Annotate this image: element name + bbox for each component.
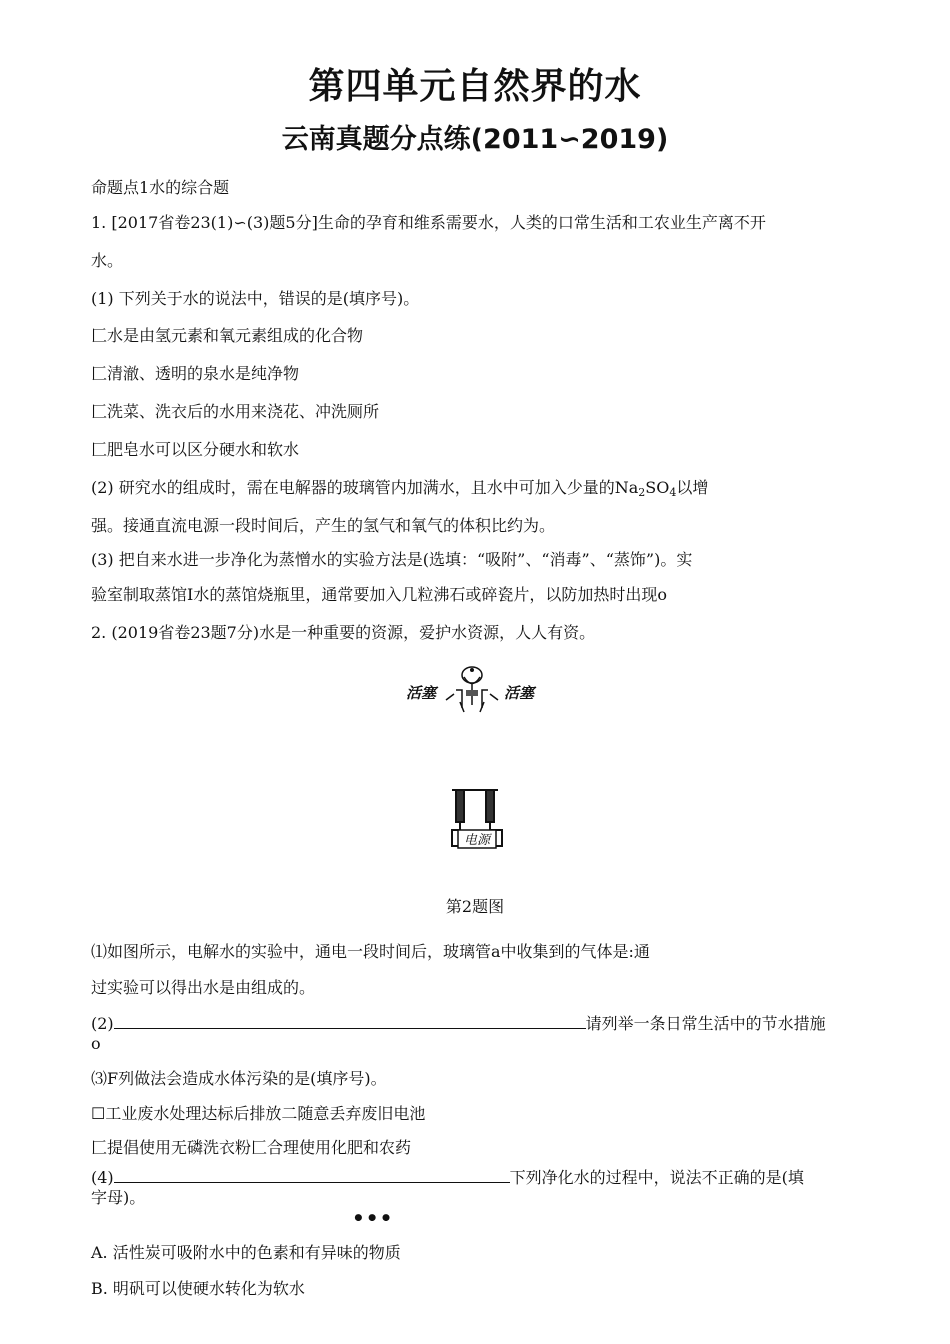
answer-blank-4 [114, 1166, 510, 1183]
q1-part1: (1) 下列关于水的说法中，错误的是(填序号)。 [91, 289, 420, 308]
q1-part2-line2: 强。接通直流电源一段时间后，产生的氢气和氧气的体积比约为。 [91, 516, 556, 535]
emphasis-dots: ••• [352, 1206, 394, 1230]
stopcock-block [466, 690, 478, 696]
q2-part1-line1: ⑴如图所示，电解水的实验中，通电一段时间后，玻璃管a中收集到的气体是:通 [91, 942, 650, 961]
q1-option-a: 匚水是由氢元素和氧元素组成的化合物 [91, 326, 364, 345]
q1-option-c: 匚洗菜、洗衣后的水用来浇花、冲洗厕所 [91, 402, 380, 421]
section-heading: 命题点1水的综合题 [91, 178, 230, 197]
q2-part4-text: 下列净化水的过程中，说法不正确的是(填 [509, 1168, 804, 1187]
q2-part2-line1 [91, 1012, 826, 1035]
power-source-svg [446, 786, 508, 852]
q1-intro-line1: 1. [2017省卷23(1)∽(3)题5分]生命的孕育和维系需要水，人类的口常生活和工农业生产离不开 [91, 213, 766, 232]
q1-option-d: 匚肥皂水可以区分硬水和软水 [91, 440, 300, 459]
q1-part2-end: 以增 [676, 478, 709, 497]
stopcock-label-right: 活塞 [504, 684, 535, 702]
electrolysis-apparatus-top [400, 660, 550, 720]
funnel-dot [470, 668, 474, 672]
q2-part4-line1 [91, 1166, 804, 1189]
q2-part2-text: 请列举一条日常生活中的节水措施 [585, 1014, 826, 1033]
power-source-label: 电源 [463, 833, 491, 848]
page-subtitle: 云南真题分点练(2011∽2019) [281, 124, 669, 155]
electrolysis-apparatus-svg [400, 660, 550, 720]
figure-caption: 第2题图 [445, 897, 505, 916]
q2-part2-end: o [91, 1034, 101, 1053]
q1-part3-line2: 验室制取蒸馆I水的蒸馆烧瓶里，通常要加入几粒沸石或碎瓷片，以防加热时出现o [91, 585, 667, 604]
q1-intro-line2: 水。 [91, 251, 124, 270]
q1-part3-line1: (3) 把自来水进一步净化为蒸憎水的实验方法是(选填：“吸附”、“消毒”、“蒸饰”)。实 [91, 550, 693, 569]
q2-part4-prefix: (4) [91, 1168, 114, 1187]
answer-blank-2 [114, 1012, 586, 1029]
power-source-apparatus [446, 786, 508, 852]
q2-part1-line2: 过实验可以得出水是由组成的。 [91, 978, 316, 997]
q2-option-a: A. 活性炭可吸附水中的色素和有异味的物质 [91, 1243, 401, 1262]
q1-part2-line1 [91, 477, 708, 504]
q1-option-b: 匚清澈、透明的泉水是纯净物 [91, 364, 300, 383]
q2-part4-end: 字母)。 [91, 1188, 146, 1207]
subscript-4: 4 [669, 486, 677, 499]
q2-option-b: B. 明矾可以使硬水转化为软水 [91, 1279, 305, 1298]
q2-part3: ⑶F列做法会造成水体污染的是(填序号)。 [91, 1069, 387, 1088]
q2-part2-prefix: (2) [91, 1014, 114, 1033]
funnel-icon [446, 667, 498, 712]
q1-part2-text: (2) 研究水的组成时，需在电解器的玻璃管内加满水，且水中可加入少量的Na [91, 478, 639, 497]
q2-part3-options-2: 匚提倡使用无磷洗衣粉匚合理使用化肥和农药 [91, 1138, 412, 1157]
page-title: 第四单元自然界的水 [308, 66, 642, 107]
q2-part3-options-1: ☐工业废水处理达标后排放二随意丢弃废旧电池 [91, 1104, 426, 1123]
subscript-2: 2 [638, 486, 646, 499]
stopcock-label-left: 活塞 [406, 684, 437, 702]
q2-intro: 2. (2019省卷23题7分)水是一种重要的资源，爱护水资源，人人有资。 [91, 623, 596, 642]
formula-so: SO [645, 478, 670, 497]
